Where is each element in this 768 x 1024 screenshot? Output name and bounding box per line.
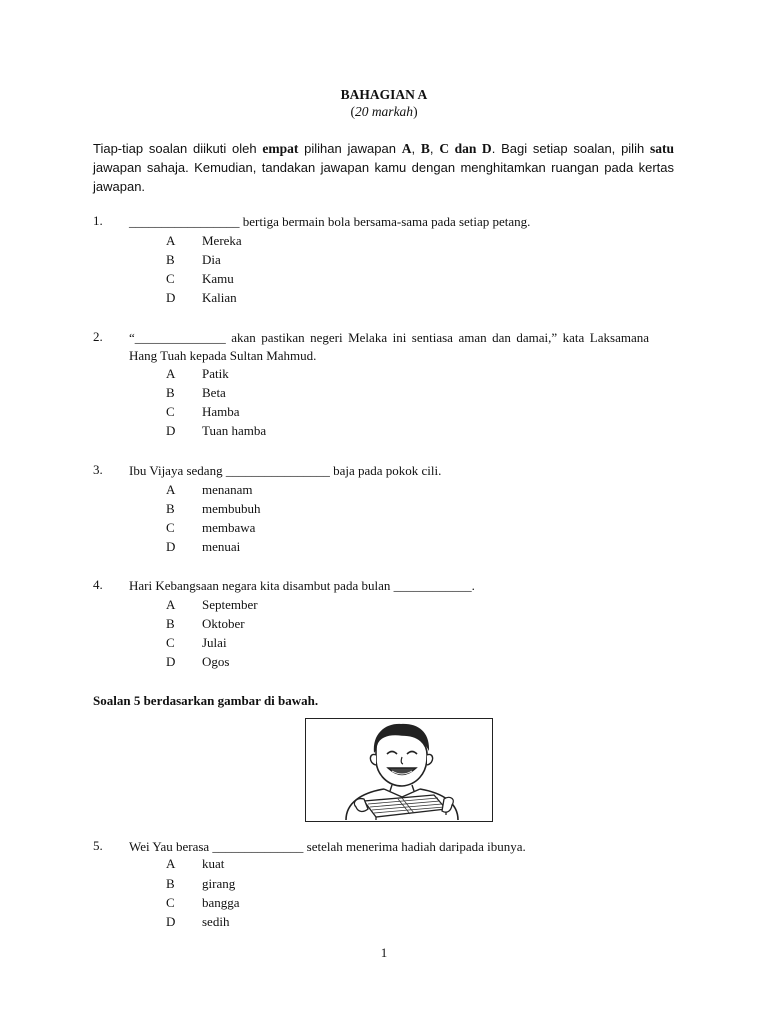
option-letter: C — [166, 404, 175, 419]
option-letter: B — [166, 252, 175, 267]
option-text: membawa — [202, 520, 256, 535]
option-b[interactable] — [0, 616, 400, 635]
option-a[interactable] — [0, 233, 400, 252]
option-text: Dia — [202, 252, 221, 267]
option-text: menanam — [202, 482, 253, 497]
option-text: Julai — [202, 635, 227, 650]
option-text: Patik — [202, 366, 229, 381]
instructions-bold: A — [401, 141, 412, 156]
section-marks — [0, 104, 768, 120]
question-picture — [305, 718, 493, 822]
option-b[interactable] — [0, 385, 400, 404]
option-d[interactable] — [0, 290, 400, 309]
option-b[interactable] — [0, 876, 400, 895]
option-c[interactable] — [0, 520, 400, 539]
option-c[interactable] — [0, 635, 400, 654]
option-letter: B — [166, 876, 175, 891]
option-text: girang — [202, 876, 236, 891]
option-c[interactable] — [0, 895, 400, 914]
option-letter: D — [166, 914, 176, 929]
question-number: 5. — [93, 838, 103, 853]
option-letter: C — [166, 635, 175, 650]
instructions-text: Tiap-tiap soalan diikuti oleh — [93, 141, 263, 156]
option-text: September — [202, 597, 258, 612]
option-letter: B — [166, 501, 175, 516]
instructions-text: jawapan sahaja. Kemudian, tandakan jawapan kamu dengan menghitamkan ruangan pada kertas jawapan. — [93, 160, 674, 194]
option-c[interactable] — [0, 404, 400, 423]
option-letter: D — [166, 539, 176, 554]
question-text: Hari Kebangsaan negara kita disambut pada bulan ____________. — [129, 578, 475, 593]
question-number: 2. — [93, 329, 103, 344]
option-text: Kalian — [202, 290, 237, 305]
option-d[interactable] — [0, 654, 400, 673]
boy-holding-gift-icon — [306, 719, 491, 820]
option-text: menuai — [202, 539, 241, 554]
option-b[interactable] — [0, 252, 400, 271]
marks-label: 20 markah — [354, 104, 414, 119]
instructions-paragraph — [93, 139, 674, 196]
marks-open-paren: ( — [350, 104, 355, 119]
option-text: Tuan hamba — [202, 423, 267, 438]
option-letter: D — [166, 654, 176, 669]
option-d[interactable] — [0, 539, 400, 558]
option-letter: D — [166, 290, 176, 305]
option-text: Hamba — [202, 404, 240, 419]
option-text: sedih — [202, 914, 230, 929]
option-letter: C — [166, 520, 175, 535]
option-letter: A — [166, 233, 176, 248]
instructions-bold: C dan D — [439, 141, 492, 156]
option-text: kuat — [202, 856, 225, 871]
option-a[interactable] — [0, 366, 400, 385]
marks-close-paren: ) — [413, 104, 418, 119]
instructions-bold: empat — [262, 141, 299, 156]
option-text: Oktober — [202, 616, 245, 631]
question-number: 3. — [93, 462, 103, 477]
instructions-bold: satu — [649, 141, 674, 156]
option-letter: A — [166, 597, 176, 612]
instructions-bold: B — [420, 141, 430, 156]
section-title: BAHAGIAN A — [340, 87, 428, 102]
instructions-text: , — [411, 141, 421, 156]
question-text: Ibu Vijaya sedang ________________ baja pada pokok cili. — [129, 463, 442, 478]
option-d[interactable] — [0, 423, 400, 442]
option-letter: A — [166, 366, 176, 381]
option-d[interactable] — [0, 914, 400, 933]
instructions-text: . Bagi setiap soalan, pilih — [491, 141, 650, 156]
option-letter: B — [166, 385, 175, 400]
option-text: bangga — [202, 895, 240, 910]
option-c[interactable] — [0, 271, 400, 290]
section-note: Soalan 5 berdasarkan gambar di bawah. — [93, 693, 319, 708]
question-text: _________________ bertiga bermain bola bersama-sama pada setiap petang. — [129, 214, 531, 229]
option-letter: C — [166, 271, 175, 286]
option-text: membubuh — [202, 501, 261, 516]
option-letter: C — [166, 895, 175, 910]
question-text: Wei Yau berasa ______________ setelah menerima hadiah daripada ibunya. — [129, 839, 526, 854]
option-letter: A — [166, 856, 176, 871]
option-a[interactable] — [0, 856, 400, 875]
option-a[interactable] — [0, 482, 400, 501]
instructions-text: , — [429, 141, 440, 156]
option-letter: A — [166, 482, 176, 497]
option-a[interactable] — [0, 597, 400, 616]
instructions-text: pilihan jawapan — [298, 141, 402, 156]
question-number: 4. — [93, 577, 103, 592]
question-text: “______________ akan pastikan negeri Melaka ini sentiasa aman dan damai,” kata Laksamana Hang Tuah kepada Sultan Mahmud. — [129, 330, 649, 363]
page-number: 1 — [380, 945, 388, 960]
option-letter: D — [166, 423, 176, 438]
option-text: Kamu — [202, 271, 234, 286]
option-text: Beta — [202, 385, 226, 400]
option-b[interactable] — [0, 501, 400, 520]
option-text: Ogos — [202, 654, 230, 669]
option-text: Mereka — [202, 233, 242, 248]
question-number: 1. — [93, 213, 103, 228]
option-letter: B — [166, 616, 175, 631]
